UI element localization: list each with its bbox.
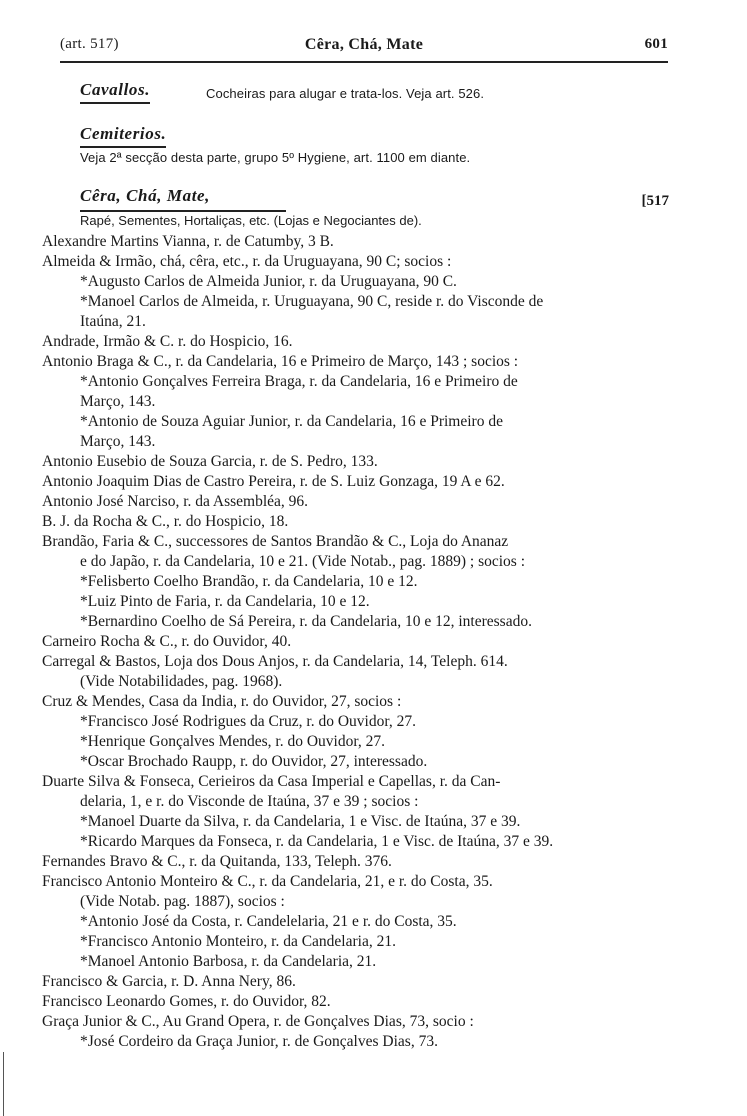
list-item: *Ricardo Marques da Fonseca, r. da Candelaria, 1 e Visc. de Itaúna, 37 e 39. [80,833,554,850]
heading-underline [80,102,150,104]
header-title: Cêra, Chá, Mate [304,36,424,53]
page-number: 601 [644,36,668,52]
list-item: Antonio Braga & C., r. da Candelaria, 16 e Primeiro de Março, 143 ; socios : [42,353,519,370]
list-item: Antonio Joaquim Dias de Castro Pereira, r. de S. Luiz Gonzaga, 19 A e 62. [42,473,505,490]
list-item: Almeida & Irmão, chá, cêra, etc., r. da Uruguayana, 90 C; socios : [42,253,452,270]
list-item: e do Japão, r. da Candelaria, 10 e 21. (Vide Notab., pag. 1889) ; socios : [80,553,526,570]
list-item: Brandão, Faria & C., successores de Santos Brandão & C., Loja do Ananaz [42,533,509,550]
list-item: *Felisberto Coelho Brandão, r. da Candelaria, 10 e 12. [80,573,418,590]
section-text-cavallos: Cocheiras para alugar e trata-los. Veja art. 526. [206,86,485,101]
section-title: Cêra, Chá, Mate, [80,186,211,205]
list-item: Antonio José Narciso, r. da Assembléa, 96. [42,493,309,510]
list-item: Duarte Silva & Fonseca, Cerieiros da Casa Imperial e Capellas, r. da Can- [42,773,501,790]
list-item: Antonio Eusebio de Souza Garcia, r. de S. Pedro, 133. [42,453,378,470]
page-header [60,36,668,56]
page-edge-mark [3,1052,4,1116]
list-item: *Francisco Antonio Monteiro, r. da Candelaria, 21. [80,933,396,950]
section-heading-cemiterios [80,124,166,148]
list-item: Fernandes Bravo & C., r. da Quitanda, 133, Teleph. 376. [42,853,392,870]
list-item: *Bernardino Coelho de Sá Pereira, r. da Candelaria, 10 e 12, interessado. [80,613,532,630]
list-item: *Augusto Carlos de Almeida Junior, r. da Uruguayana, 90 C. [80,273,457,290]
section-number: [517 [641,193,669,209]
section-subtitle: Rapé, Sementes, Hortaliças, etc. (Lojas e Negociantes de). [80,213,422,228]
list-item: Carregal & Bastos, Loja dos Dous Anjos, r. da Candelaria, 14, Teleph. 614. [42,653,508,670]
list-item: (Vide Notabilidades, pag. 1968). [80,673,283,690]
list-item: *Antonio de Souza Aguiar Junior, r. da Candelaria, 16 e Primeiro de [80,413,503,430]
list-item: Cruz & Mendes, Casa da India, r. do Ouvidor, 27, socios : [42,693,402,710]
heading-underline [80,146,166,148]
section-heading-cera [80,186,210,206]
list-item: Andrade, Irmão & C. r. do Hospicio, 16. [42,333,293,350]
section-heading-cavallos [80,80,150,104]
list-item: (Vide Notab. pag. 1887), socios : [80,893,285,910]
list-item: Francisco Leonardo Gomes, r. do Ouvidor, 82. [42,993,331,1010]
list-item: *Manoel Carlos de Almeida, r. Uruguayana, 90 C, reside r. do Visconde de [80,293,544,310]
list-item: Março, 143. [80,393,156,410]
list-item: *Oscar Brochado Raupp, r. do Ouvidor, 27, interessado. [80,753,428,770]
section-title: Cemiterios. [80,124,167,143]
list-item: Graça Junior & C., Au Grand Opera, r. de Gonçalves Dias, 73, socio : [42,1013,474,1030]
list-item: Carneiro Rocha & C., r. do Ouvidor, 40. [42,633,292,650]
list-item: B. J. da Rocha & C., r. do Hospicio, 18. [42,513,289,530]
section-text-cemiterios: Veja 2ª secção desta parte, grupo 5º Hygiene, art. 1100 em diante. [80,150,471,165]
list-item: Francisco & Garcia, r. D. Anna Nery, 86. [42,973,296,990]
list-item: delaria, 1, e r. do Visconde de Itaúna, 37 e 39 ; socios : [80,793,419,810]
section-title: Cavallos. [80,80,151,99]
list-item: *Henrique Gonçalves Mendes, r. do Ouvidor, 27. [80,733,386,750]
list-item: *Antonio Gonçalves Ferreira Braga, r. da Candelaria, 16 e Primeiro de [80,373,518,390]
list-item: *José Cordeiro da Graça Junior, r. de Gonçalves Dias, 73. [80,1033,438,1050]
list-item: *Luiz Pinto de Faria, r. da Candelaria, 10 e 12. [80,593,370,610]
list-item: *Antonio José da Costa, r. Candelelaria, 21 e r. do Costa, 35. [80,913,457,930]
list-item: *Francisco José Rodrigues da Cruz, r. do Ouvidor, 27. [80,713,417,730]
list-item: Março, 143. [80,433,156,450]
list-item: Francisco Antonio Monteiro & C., r. da Candelaria, 21, e r. do Costa, 35. [42,873,493,890]
header-rule [60,61,668,63]
heading-underline [80,210,286,212]
list-item: Alexandre Martins Vianna, r. de Catumby, 3 B. [42,233,334,250]
list-item: Itaúna, 21. [80,313,146,330]
list-item: *Manoel Duarte da Silva, r. da Candelaria, 1 e Visc. de Itaúna, 37 e 39. [80,813,521,830]
header-article-ref: (art. 517) [60,36,119,52]
list-item: *Manoel Antonio Barbosa, r. da Candelaria, 21. [80,953,377,970]
